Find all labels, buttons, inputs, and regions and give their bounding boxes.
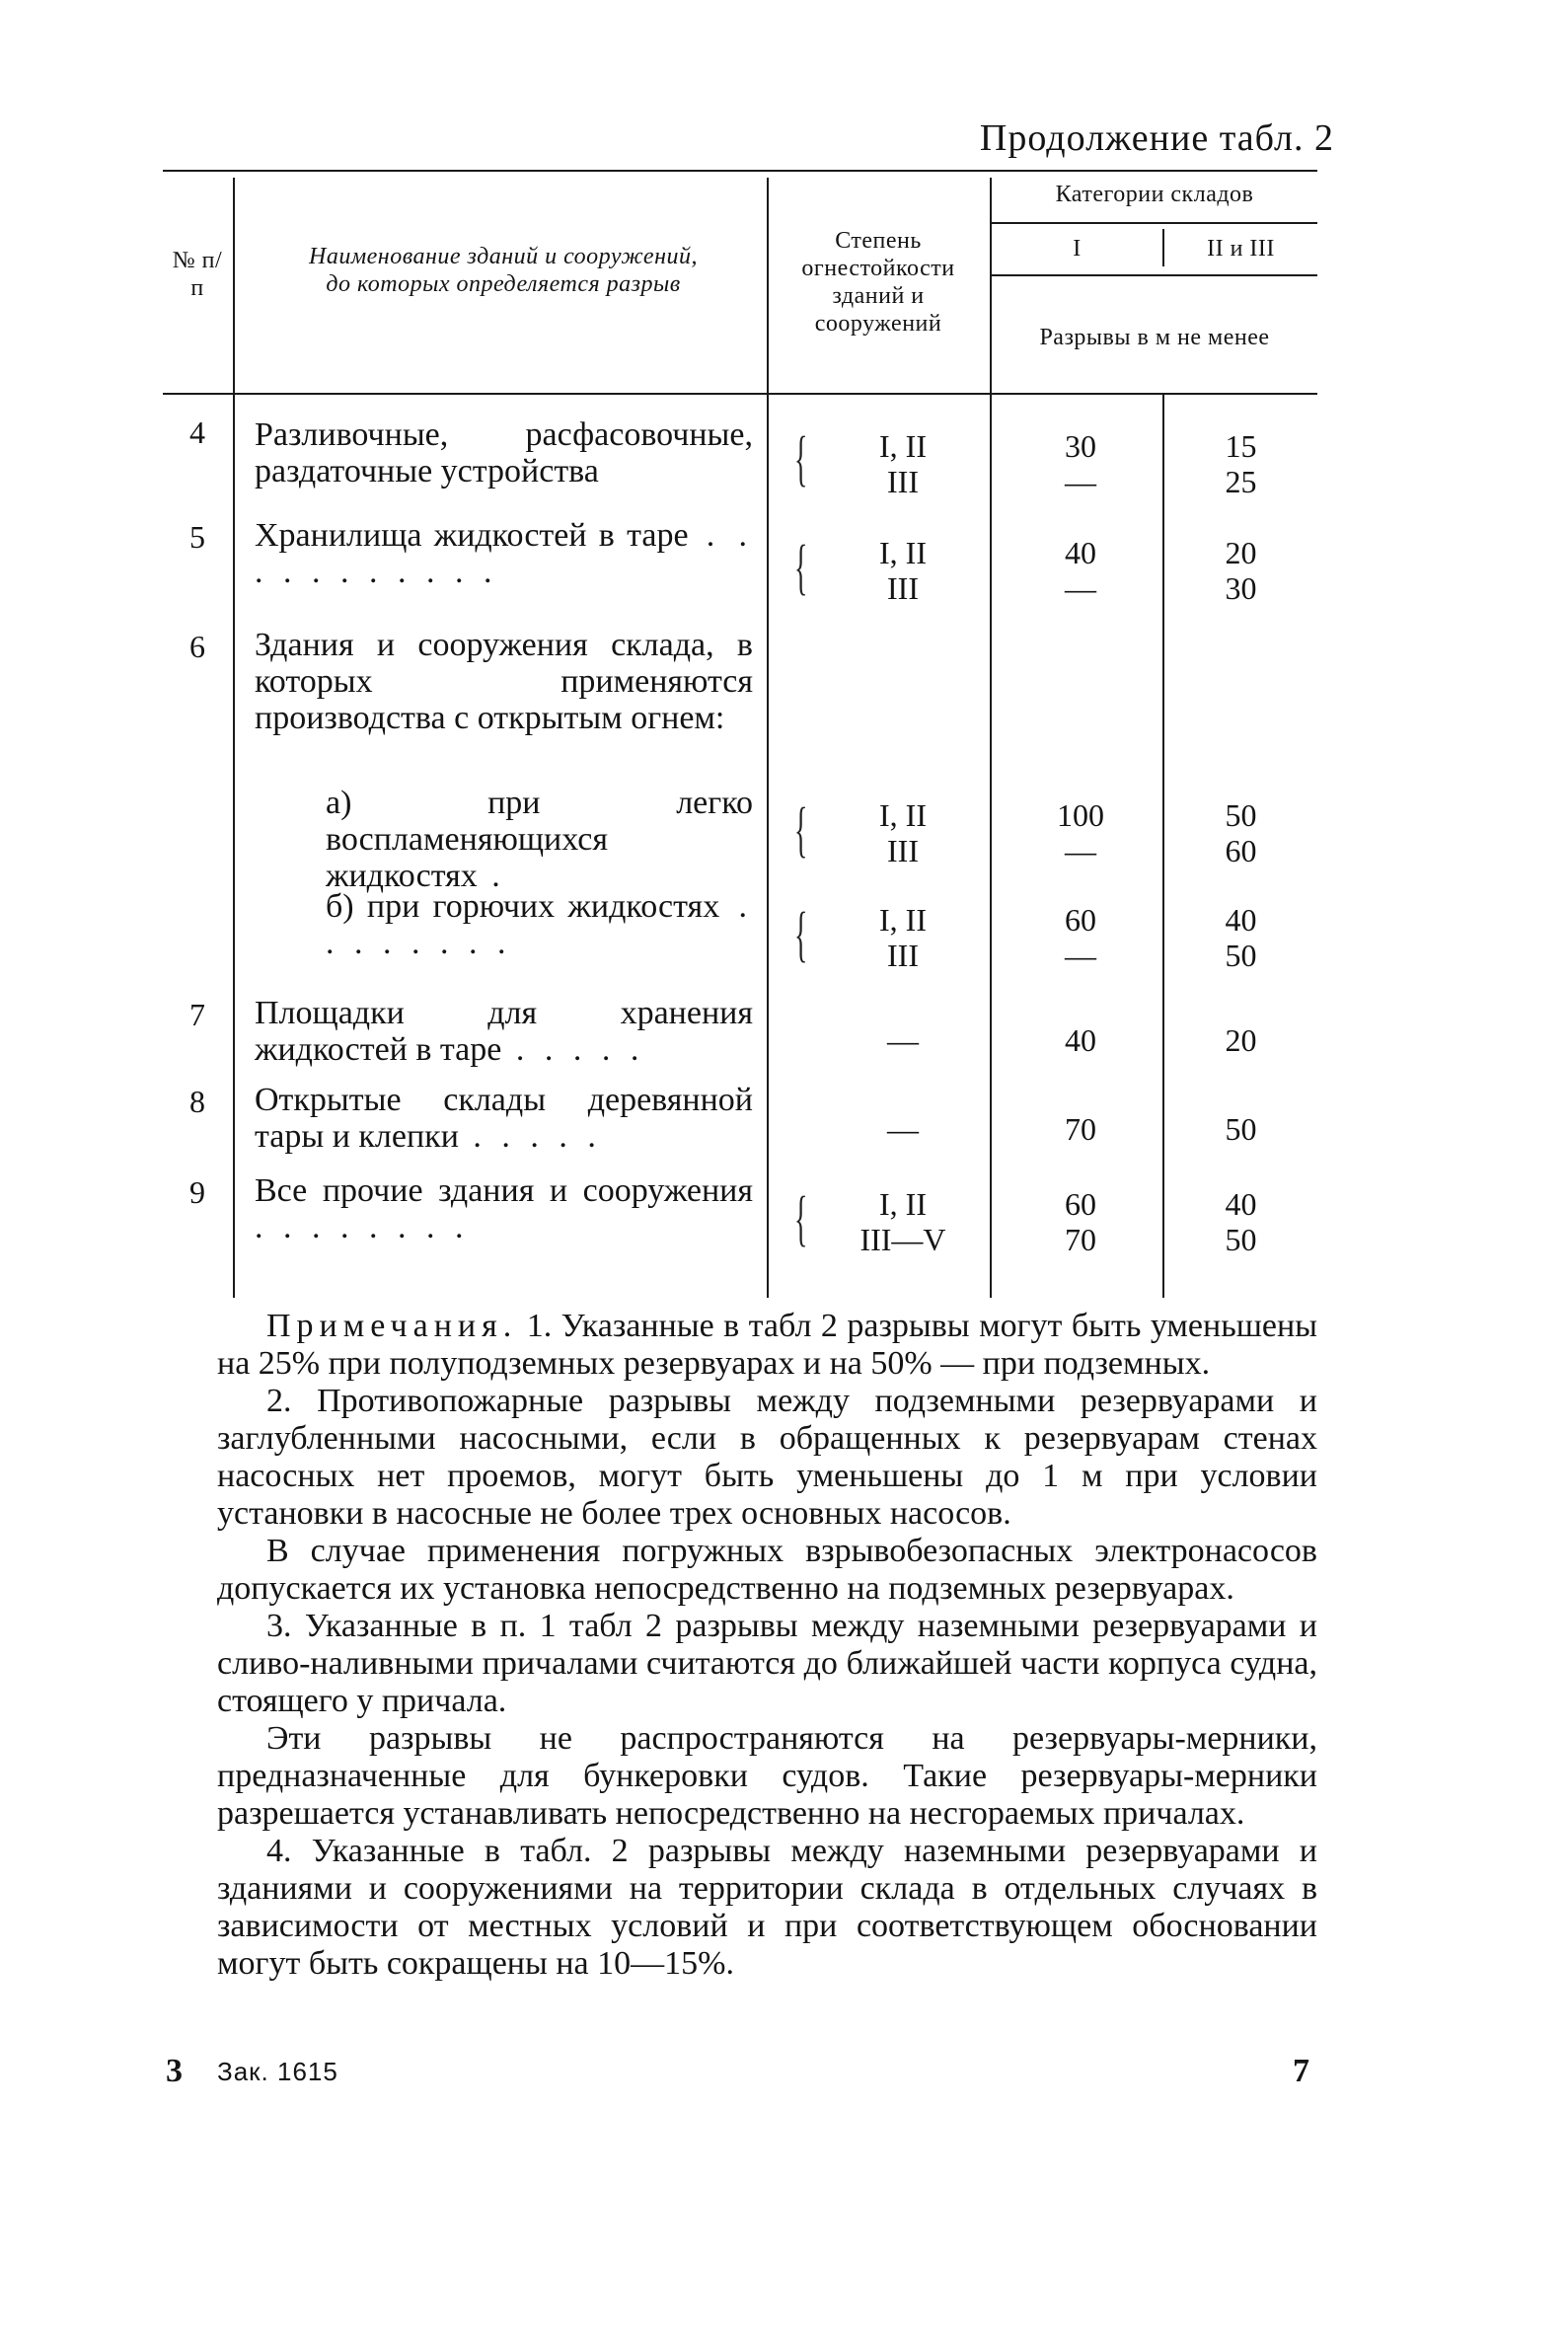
row-6a-fire: I, II III: [879, 797, 927, 868]
row-5-cat1: 40 —: [1065, 535, 1096, 606]
table-top-rule: [163, 170, 1317, 172]
header-num: № п/п: [172, 248, 223, 301]
row-7-number: 7: [189, 997, 205, 1032]
row-6b-name: б) при горючих жидкостях . . . . . . . .: [326, 888, 754, 961]
row-6-number: 6: [189, 629, 205, 664]
row-5-number: 5: [189, 519, 205, 555]
header-name: Наименование зданий и сооружений, до которых определяется разрыв: [309, 244, 698, 297]
footer-sheet-number: 3: [166, 2053, 183, 2089]
notes: [217, 1308, 1317, 1983]
header-categories: Категории складов: [1055, 182, 1254, 207]
row-6-name: Здания и сооружения склада, в которых применяются производства с открытым огнем:: [255, 627, 753, 736]
col-divider-2: [767, 178, 769, 1298]
row-7-cat23: 20: [1225, 1022, 1257, 1058]
row-6b-brace: {: [794, 901, 808, 968]
note-2: 2. Противопожарные разрывы между подземными резервуарами и заглубленными насосными, если в обращенных к резервуарам стенах насосных нет проемов, могут быть уменьшены до 1 м при условии установки в насосные не более трех основных насосов.: [217, 1383, 1317, 1532]
table-continuation-caption: Продолжение табл. 2: [979, 117, 1334, 159]
row-9-brace: {: [794, 1185, 808, 1252]
row-9-cat1: 60 70: [1065, 1186, 1096, 1257]
row-9-cat23: 40 50: [1225, 1186, 1257, 1257]
note-1: Примечания. 1. Указанные в табл 2 разрывы могут быть уменьшены на 25% при полуподземных резервуарах и на 50% — при подземных.: [217, 1308, 1318, 1382]
header-category-2-3: II и III: [1207, 236, 1275, 262]
col-divider-5: [1162, 393, 1164, 1298]
header-fire-resistance: Степень огнестойкости зданий и сооружений: [801, 228, 955, 337]
note-4: 4. Указанные в табл. 2 разрывы между наземными резервуарами и зданиями и сооружениями на территории склада в отдельных случаях в зависимости от местных условий и при соответствующем обосновании могут быть сокращены на 10—15%.: [217, 1833, 1317, 1982]
row-7-name: Площадки для хранения жидкостей в таре . . . . .: [255, 995, 753, 1068]
row-7-fire: —: [887, 1022, 919, 1058]
row-4-name: Разливочные, расфасовочные, раздаточные устройства: [255, 416, 753, 489]
row-5-fire: I, II III: [879, 535, 927, 606]
row-6b-cat1: 60 —: [1065, 902, 1096, 973]
notes-label: Примечания.: [266, 1308, 518, 1344]
row-4-number: 4: [189, 414, 205, 450]
categories-rule: [992, 222, 1317, 224]
page-number: 7: [1293, 2053, 1309, 2089]
row-6a-cat1: 100 —: [1057, 797, 1104, 868]
row-5-brace: {: [794, 534, 808, 601]
row-9-fire: I, II III—V: [859, 1186, 946, 1257]
row-7-cat1: 40: [1065, 1022, 1096, 1058]
row-5-name: Хранилища жидкостей в таре . . . . . . . . . . .: [255, 517, 753, 590]
row-6a-name: а) при легко воспламеняющихся жидкостях .: [326, 785, 753, 894]
header-category-1: I: [1073, 236, 1082, 262]
header-distances: Разрывы в м не менее: [1039, 325, 1270, 350]
row-6b-fire: I, II III: [879, 902, 927, 973]
row-8-cat23: 50: [1225, 1111, 1257, 1147]
row-6b-cat23: 40 50: [1225, 902, 1257, 973]
footer-order: Зак. 1615: [217, 2057, 338, 2086]
row-8-fire: —: [887, 1111, 919, 1147]
note-3: 3. Указанные в п. 1 табл 2 разрывы между наземными резервуарами и сливо-наливными причалами считаются до ближайшей части корпуса судна, стоящего у причала.: [217, 1608, 1317, 1719]
row-4-cat1: 30 —: [1065, 428, 1096, 499]
row-5-cat23: 20 30: [1225, 535, 1257, 606]
row-6a-brace: {: [794, 796, 808, 864]
row-9-name: Все прочие здания и сооружения . . . . . . . .: [255, 1172, 753, 1245]
col-divider-1: [233, 178, 235, 1298]
note-3-continuation: Эти разрывы не распространяются на резервуары-мерники, предназначенные для бункеровки судов. Такие резервуары-мерники разрешается устанавливать непосредственно на несгораемых причалах.: [217, 1720, 1317, 1832]
row-4-brace: {: [794, 425, 808, 492]
row-4-fire: I, II III: [879, 428, 927, 499]
row-9-number: 9: [189, 1174, 205, 1210]
row-8-cat1: 70: [1065, 1111, 1096, 1147]
row-8-number: 8: [189, 1084, 205, 1119]
note-2-continuation: В случае применения погружных взрывобезопасных электронасосов допускается их установка непосредственно на подземных резервуарах.: [217, 1533, 1317, 1607]
row-8-name: Открытые склады деревянной тары и клепки . . . . .: [255, 1082, 753, 1155]
row-6a-cat23: 50 60: [1225, 797, 1257, 868]
subcategories-rule: [992, 274, 1317, 276]
table-header-rule: [163, 393, 1317, 395]
row-4-cat23: 15 25: [1225, 428, 1257, 499]
